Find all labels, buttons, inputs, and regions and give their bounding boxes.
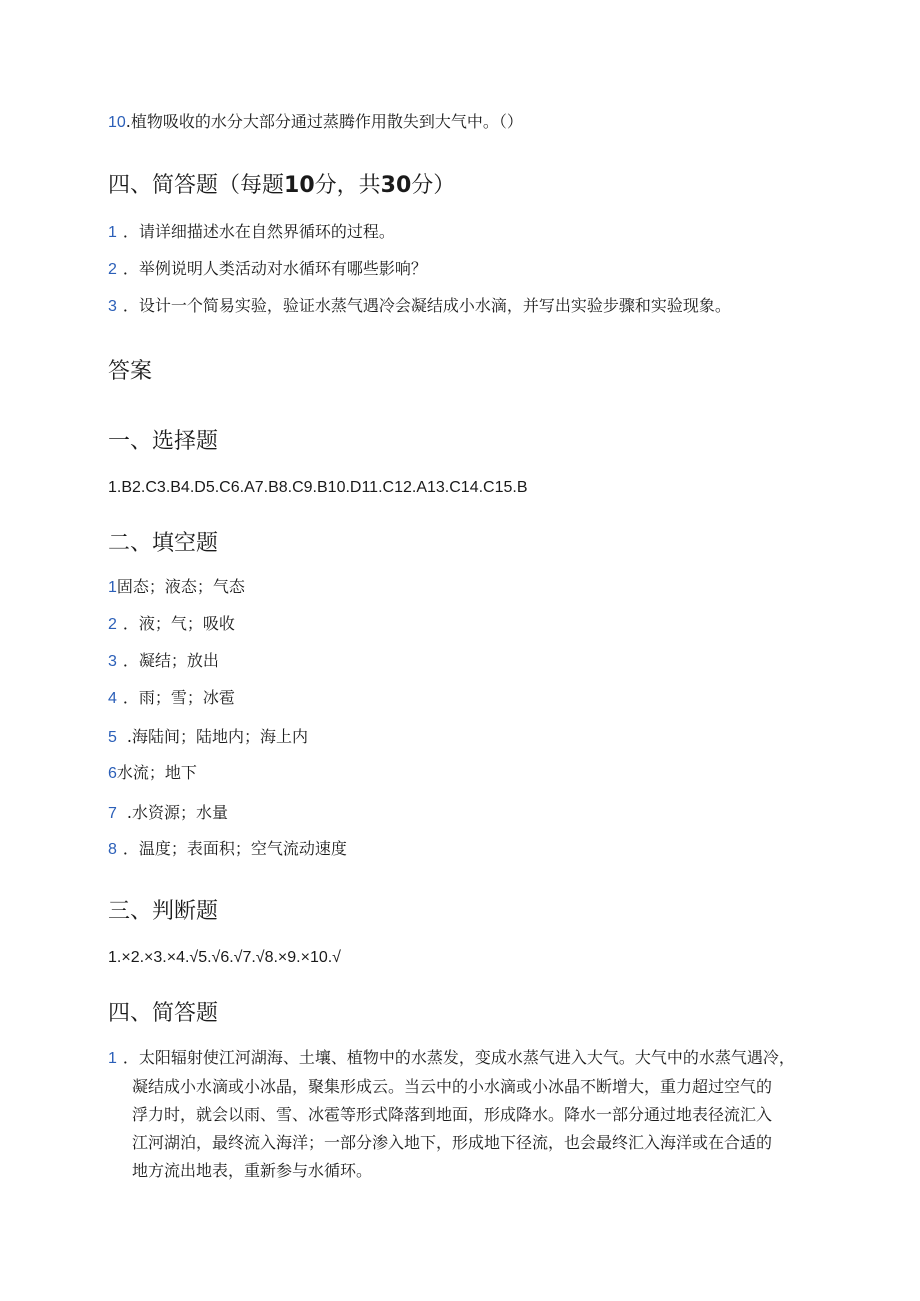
- answer-title: 答案: [108, 359, 153, 384]
- fill-answer-8: 8 ．温度；表面积；空气流动速度: [108, 839, 347, 858]
- short-answer-line: 地方流出地表，重新参与水循环。: [132, 1161, 373, 1180]
- fill-answer-1: 1固态；液态；气态: [108, 577, 245, 596]
- short-answer-line: 1 ．太阳辐射使江河湖海、土壤、植物中的水蒸发，变成水蒸气进入大气。大气中的水蒸气遇冷，: [108, 1048, 795, 1067]
- judge-section-title: 三、判断题: [108, 899, 219, 924]
- question-text: .植物吸收的水分大部分通过蒸腾作用散失到大气中。（）: [125, 112, 523, 131]
- choice-section-title: 一、选择题: [108, 429, 219, 454]
- judge-question-10: [108, 112, 523, 133]
- short-answer-line: 浮力时，就会以雨、雪、冰雹等形式降落到地面，形成降水。降水一部分通过地表径流汇入: [132, 1105, 773, 1124]
- fill-answer-7: 7 .水资源；水量: [108, 803, 228, 822]
- choice-answers: 1.B2.C3.B4.D5.C6.A7.B8.C9.B10.D11.C12.A13.C14.C15.B: [108, 479, 528, 496]
- short-question-3: 3 ．设计一个简易实验，验证水蒸气遇冷会凝结成小水滴，并写出实验步骤和实验现象。: [108, 296, 731, 315]
- fill-answer-5: 5 .海陆间；陆地内；海上内: [108, 727, 308, 746]
- fill-answer-4: 4 ．雨；雪；冰雹: [108, 688, 235, 707]
- judge-answers: 1.×2.×3.×4.√5.√6.√7.√8.×9.×10.√: [108, 949, 341, 966]
- fill-answer-6: 6水流；地下: [108, 763, 197, 782]
- fill-section-title: 二、填空题: [108, 531, 219, 556]
- fill-answer-2: 2 ．液；气；吸收: [108, 614, 235, 633]
- short-question-2: 2 ．举例说明人类活动对水循环有哪些影响？: [108, 259, 427, 278]
- section-title-short-answer: 四、简答题（每题10分，共30分）: [108, 173, 456, 198]
- short-answer-1: [108, 1044, 810, 1185]
- short-answer-line: 凝结成小水滴或小冰晶，聚集形成云。当云中的小水滴或小冰晶不断增大，重力超过空气的: [132, 1077, 773, 1096]
- question-number: 10: [108, 114, 126, 131]
- short-question-1: 1 ．请详细描述水在自然界循环的过程。: [108, 222, 395, 241]
- short-answer-line: 江河湖泊，最终流入海洋；一部分渗入地下，形成地下径流，也会最终汇入海洋或在合适的: [132, 1133, 773, 1152]
- fill-answer-3: 3 ．凝结；放出: [108, 651, 219, 670]
- short-answer-section-title: 四、简答题: [108, 1001, 219, 1026]
